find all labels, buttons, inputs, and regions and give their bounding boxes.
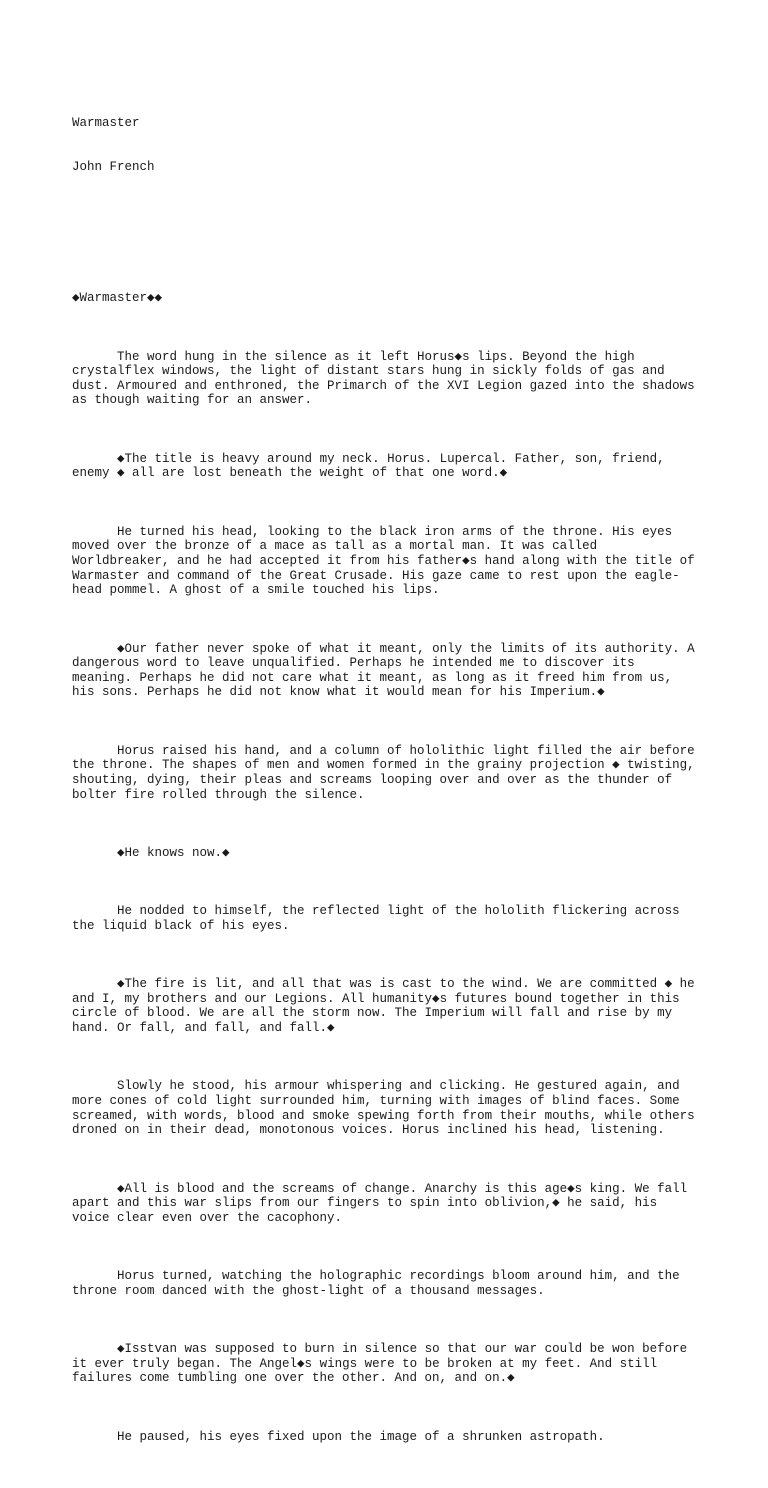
chapter-heading: ◆Warmaster◆◆ [72,291,163,306]
paragraph-4: ◆Our father never spoke of what it meant, only the limits of its authority. A dangerous word to leave unqualified. Perhaps he intended me to discover its meaning. Perhaps he did not care what it meant, as long as it freed him from us, his sons. Perhaps he did not know what it would mean for his Imperium.◆ [72,641,695,700]
document-body [72,87,700,1488]
paragraph-8: ◆The fire is lit, and all that was is cast to the wind. We are committed ◆ he and I, my brothers and our Legions. All humanity◆s futures bound together in this circle of blood. We are all the storm now. The Imperium will fall and rise by my hand. Or fall, and fall, and fall.◆ [72,977,695,1035]
paragraph-11: Horus turned, watching the holographic recordings bloom around him, and the throne room danced with the ghost-light of a thousand messages. [72,1269,680,1298]
paragraph-9: Slowly he stood, his armour whispering and clicking. He gestured again, and more cones of cold light surrounded him, turning with images of blind faces. Some screamed, with words, blood and smoke spewing forth from their mouths, while others droned on in their dead, monotonous voices. Horus inclined his head, listening. [72,1079,695,1138]
spacer [72,248,700,263]
paragraph-7: He nodded to himself, the reflected light of the hololith flickering across the liquid black of his eyes. [72,904,680,933]
paragraph-2: ◆The title is heavy around my neck. Horus. Lupercal. Father, son, friend, enemy ◆ all are lost beneath the weight of that one word.◆ [72,451,665,481]
paragraph-6: ◆He knows now.◆ [72,845,230,860]
spacer [72,204,700,219]
paragraph-12: ◆Isstvan was supposed to burn in silence so that our war could be won before it ever truly began. The Angel◆s wings were to be broken at my feet. And still failures come tumbling one over the other. And on, and on.◆ [72,1342,688,1386]
paragraph-3: He turned his head, looking to the black iron arms of the throne. His eyes moved over the bronze of a mace as tall as a mortal man. It was called Worldbreaker, and he had accepted it from his father◆s hand along with the title of Warmaster and command of the Great Crusade. His gaze came to rest upon the eagle- head pommel. A ghost of a smile touched his lips. [72,524,695,598]
paragraph-13: He paused, his eyes fixed upon the image of a shrunken astropath. [72,1429,605,1444]
document-title: Warmaster [72,116,140,131]
document-author: John French [72,159,155,174]
paragraph-1: The word hung in the silence as it left Horus◆s lips. Beyond the high crystalflex windows, the light of distant stars hung in sickly folds of gas and dust. Armoured and enthroned, the Primarch of the XVI Legion gazed into the shadows as though waiting for an answer. [72,349,695,408]
paragraph-10: ◆All is blood and the screams of change. Anarchy is this age◆s king. We fall apart and this war slips from our fingers to spin into oblivion,◆ he said, his voice clear even over the cacophony. [72,1181,688,1225]
paragraph-5: Horus raised his hand, and a column of hololithic light filled the air before the throne. The shapes of men and women formed in the grainy projection ◆ twisting, shouting, dying, their pleas and screams looping over and over as the thunder of bolter fire rolled through the silence. [72,743,695,802]
